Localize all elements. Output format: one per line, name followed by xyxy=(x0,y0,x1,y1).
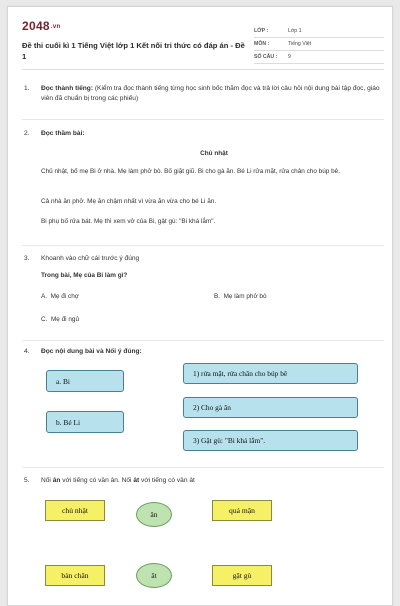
q3-instruction: Khoanh vào chữ cái trước ý đúng xyxy=(41,255,140,262)
match-right-1[interactable]: 1) rửa mặt, rửa chân cho búp bê xyxy=(183,363,358,384)
q2-label: Đọc thầm bài: xyxy=(41,130,85,137)
word-card-gat-gu[interactable]: gật gù xyxy=(212,565,272,586)
story-paragraph: Chủ nhật, bố mẹ Bi ở nhà. Mẹ làm phở bò. Bố giặt giũ. Bi cho gà ăn. Bé Li rửa mặt, rửa chân cho búp bê. xyxy=(41,168,341,175)
option-b[interactable]: B. Mẹ làm phở bò xyxy=(214,293,267,300)
site-logo[interactable]: 2048.vn xyxy=(22,19,61,33)
header-divider xyxy=(22,69,384,70)
meta-question-count: SỐ CÂU : 9 xyxy=(254,51,384,64)
q4-label: Đọc nội dung bài và Nối ý đúng: xyxy=(41,348,142,355)
page-header xyxy=(22,19,384,63)
word-card-qua-man[interactable]: quả mận xyxy=(212,500,272,521)
story-title: Chủ nhật xyxy=(200,150,228,157)
divider xyxy=(22,245,384,246)
divider xyxy=(22,340,384,341)
story-paragraph: Bi phụ bố rửa bát. Mẹ thì xem vở của Bi, gật gù: "Bi khá lắm". xyxy=(41,218,216,225)
word-card-ban-chan[interactable]: bàn chân xyxy=(45,565,105,586)
divider xyxy=(22,119,384,120)
story-paragraph: Cả nhà ăn phở. Mẹ ăn chậm nhất vì vừa ăn vừa cho bé Li ăn. xyxy=(41,198,217,205)
q1-text: (Kiểm tra đọc thành tiếng từng học sinh bốc thăm đọc và trả lời câu hỏi nội dung bài tập đọc, giáo viên đã chuẩn bị trong các phiếu) xyxy=(41,85,380,102)
page-title: Đề thi cuối kì 1 Tiếng Việt lớp 1 Kết nối tri thức có đáp án - Đề 1 xyxy=(22,41,245,61)
match-left-a[interactable]: a. Bi xyxy=(46,370,124,392)
option-a[interactable]: A. Mẹ đi chợ xyxy=(41,293,79,300)
match-right-2[interactable]: 2) Cho gà ăn xyxy=(183,397,358,418)
option-c[interactable]: C. Mẹ đi ngủ xyxy=(41,316,80,323)
divider xyxy=(22,467,384,468)
rhyme-oval-an[interactable]: ân xyxy=(136,502,172,527)
q3-question: Trong bài, Mẹ của Bi làm gì? xyxy=(41,272,128,279)
q5-instruction: Nối ân với tiếng có vần ân. Nối ât với tiếng có vần ât xyxy=(41,477,195,484)
meta-subject: MÔN : Tiếng Việt xyxy=(254,38,384,51)
match-right-3[interactable]: 3) Gật gù: "Bi khá lắm". xyxy=(183,430,358,451)
exam-meta xyxy=(254,25,384,64)
meta-grade: LỚP : Lớp 1 xyxy=(254,25,384,38)
rhyme-oval-at[interactable]: ât xyxy=(136,563,172,588)
match-left-b[interactable]: b. Bé Li xyxy=(46,411,124,433)
exam-paper: 2048.vn Đề thi cuối kì 1 Tiếng Việt lớp 1 Kết nối tri thức có đáp án - Đề 1 LỚP : Lớp 1 MÔN : Tiếng Việt SỐ CÂU : 9 1. Đọc thành tiếng: (Kiểm tra đọc thành tiếng từng học sinh bốc thăm đọc và trả lời câu hỏi nội dung bài tập đọc, giáo viên đã chuẩn bị trong các phiếu) 2. Đọc thầm bài: Chủ nhật Chủ nhật, bố mẹ Bi ở nhà. Mẹ làm phở bò. Bố giặt giũ. Bi cho gà ăn. Bé Li rửa mặt, rửa chân cho búp bê. Cả nhà ăn phở. Mẹ ăn chậm nhất vì vừa ăn vừa cho bé Li ăn. Bi phụ bố rửa bát. Mẹ thì xem vở của Bi, gật gù: "Bi khá lắm". 3. Khoanh vào chữ cái trước ý đúng Trong bài, Mẹ của Bi làm gì? A. Mẹ đi chợ B. Mẹ làm phở bò C. Mẹ đi ngủ 4. Đọc nội dung bài và Nối ý đúng: a. Bi b. Bé Li 1) rửa mặt, rửa chân cho búp bê 2) Cho gà ăn 3) Gật gù: "Bi khá lắm". 5. Nối ân với tiếng có vần ân. Nối ât với tiếng có vần ât chủ nhật bàn chân ân ât quả mận gật gù xyxy=(7,6,393,606)
q1-label: Đọc thành tiếng: xyxy=(41,85,94,92)
word-card-chu-nhat[interactable]: chủ nhật xyxy=(45,500,105,521)
